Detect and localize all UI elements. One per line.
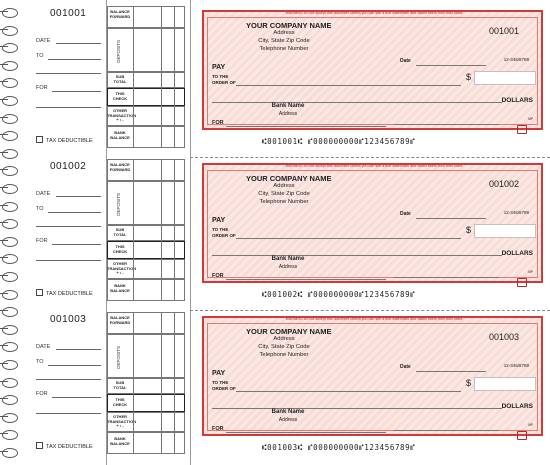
ledger-column-line: [161, 6, 162, 148]
routing-fraction: 12-345/6789: [503, 210, 529, 215]
check-face: [202, 163, 543, 283]
stub-for-line[interactable]: [52, 244, 101, 245]
perforation-line: [190, 310, 550, 311]
memo-line[interactable]: [226, 432, 386, 433]
spiral-ring: [0, 184, 18, 194]
stub-to-line[interactable]: [48, 365, 101, 366]
amount-box[interactable]: [474, 224, 536, 238]
routing-fraction: 12-345/6789: [503, 57, 529, 62]
payee-line[interactable]: [236, 238, 461, 239]
memo-line[interactable]: [226, 279, 386, 280]
spiral-ring: [0, 43, 18, 53]
spiral-ring: [0, 131, 18, 141]
stub-to-label: TO: [36, 53, 44, 59]
company-phone: Telephone Number: [259, 46, 309, 52]
stub-date-line[interactable]: [56, 349, 101, 350]
pay-label: PAY: [212, 217, 226, 224]
spiral-ring: [0, 114, 18, 124]
spiral-ring: [0, 61, 18, 71]
micr-line: ⑆001003⑆ ⑈000000000⑈123456789⑈: [262, 443, 416, 452]
stub-to-line[interactable]: [48, 212, 101, 213]
company-name: YOUR COMPANY NAME: [246, 21, 332, 30]
balance-forward-label: BALANCE FORWARD: [109, 162, 131, 172]
stub-check-number: 001001: [50, 8, 87, 19]
check-stub: [18, 0, 188, 150]
sub-total-label: SUB TOTAL: [113, 74, 127, 84]
mp-mark: MP: [528, 117, 533, 121]
date-line[interactable]: [416, 371, 486, 372]
sub-total-label: SUB TOTAL: [113, 227, 127, 237]
dollars-label: DOLLARS: [501, 97, 533, 104]
check-number: 001003: [488, 332, 519, 342]
stub-line[interactable]: [36, 226, 101, 227]
spiral-ring: [0, 219, 18, 229]
stub-date-label: DATE: [36, 38, 51, 44]
memo-for-label: FOR: [212, 120, 224, 126]
micr-line: ⑆001001⑆ ⑈000000000⑈123456789⑈: [262, 137, 416, 146]
memo-for-label: FOR: [212, 426, 224, 432]
ledger-column-line: [133, 312, 134, 454]
spiral-ring: [0, 395, 18, 405]
tax-deductible-checkbox[interactable]: [36, 136, 93, 144]
amount-box[interactable]: [474, 377, 536, 391]
stub-ledger: [107, 312, 185, 454]
date-line[interactable]: [416, 65, 486, 66]
stub-to-label: TO: [36, 206, 44, 212]
company-city: City, State Zip Code: [258, 38, 310, 44]
spiral-ring: [0, 307, 18, 317]
spiral-ring: [0, 272, 18, 282]
mp-mark: MP: [528, 423, 533, 427]
check-number: 001001: [488, 26, 519, 36]
tax-deductible-label: TAX DEDUCTIBLE: [46, 138, 93, 144]
bank-name: Bank Name: [271, 103, 305, 109]
stub-line[interactable]: [36, 73, 101, 74]
spiral-ring: [0, 149, 18, 159]
bank-balance-label: BANK BALANCE: [110, 283, 130, 293]
pay-label: PAY: [212, 64, 226, 71]
stub-line[interactable]: [36, 260, 101, 261]
spiral-ring: [0, 26, 18, 36]
checkbox-icon[interactable]: [36, 136, 43, 143]
company-phone: Telephone Number: [259, 352, 309, 358]
spiral-ring: [0, 378, 18, 388]
spiral-ring: [0, 448, 18, 458]
other-transaction-label: OTHER TRANSACTION + • -: [107, 414, 137, 428]
balance-forward-label: BALANCE FORWARD: [109, 315, 131, 325]
memo-for-label: FOR: [212, 273, 224, 279]
stub-date-label: DATE: [36, 191, 51, 197]
sub-total-label: SUB TOTAL: [113, 380, 127, 390]
spiral-ring: [0, 202, 18, 212]
date-line[interactable]: [416, 218, 486, 219]
check-face: [202, 10, 543, 130]
ledger-column-line: [133, 159, 134, 301]
tax-deductible-checkbox[interactable]: [36, 442, 93, 450]
check-face: [202, 316, 543, 436]
mp-mark: MP: [528, 270, 533, 274]
company-city: City, State Zip Code: [258, 344, 310, 350]
company-address: Address: [273, 183, 295, 189]
stub-check-number: 001002: [50, 161, 87, 172]
stub-line[interactable]: [36, 379, 101, 380]
date-label: Date: [400, 364, 411, 370]
dollar-sign: $: [466, 225, 472, 235]
spiral-ring: [0, 8, 18, 18]
ledger-column-line: [174, 312, 175, 454]
deposits-label: DEPOSITS: [116, 193, 121, 216]
order-of-label: TO THE ORDER OF: [212, 74, 236, 85]
stub-ledger: [107, 6, 185, 148]
spiral-ring: [0, 360, 18, 370]
stub-line[interactable]: [36, 107, 101, 108]
deposits-label: DEPOSITS: [116, 346, 121, 369]
bank-name: Bank Name: [271, 409, 305, 415]
bank-balance-label: BANK BALANCE: [110, 130, 130, 140]
ledger-column-line: [161, 312, 162, 454]
ledger-column-line: [174, 159, 175, 301]
check-number: 001002: [488, 179, 519, 189]
date-label: Date: [400, 211, 411, 217]
payee-line[interactable]: [236, 85, 461, 86]
spiral-ring: [0, 430, 18, 440]
spiral-ring: [0, 237, 18, 247]
ledger-column-line: [133, 6, 134, 148]
checkbox-icon[interactable]: [36, 289, 43, 296]
stub-date-line[interactable]: [56, 196, 101, 197]
stub-check-divider: [190, 0, 191, 465]
amount-box[interactable]: [474, 71, 536, 85]
routing-fraction: 12-345/6789: [503, 363, 529, 368]
memo-line[interactable]: [226, 126, 386, 127]
stub-date-label: DATE: [36, 344, 51, 350]
tax-deductible-checkbox[interactable]: [36, 289, 93, 297]
this-check-label: THIS CHECK: [112, 397, 128, 407]
security-warning: WARNING Do not accept this document unless you can see a true watermark and visible fibers from both sides: [285, 164, 463, 168]
stub-date-line[interactable]: [56, 43, 101, 44]
spiral-ring: [0, 413, 18, 423]
dollars-label: DOLLARS: [501, 250, 533, 257]
padlock-icon: [517, 431, 527, 440]
micr-line: ⑆001002⑆ ⑈000000000⑈123456789⑈: [262, 290, 416, 299]
company-phone: Telephone Number: [259, 199, 309, 205]
ledger-column-line: [174, 6, 175, 148]
spiral-ring: [0, 325, 18, 335]
bank-address: Address: [278, 417, 298, 423]
signature-line[interactable]: [394, 124, 499, 125]
stub-for-label: FOR: [36, 391, 48, 397]
stub-to-line[interactable]: [48, 59, 101, 60]
dollar-sign: $: [466, 378, 472, 388]
stub-for-line[interactable]: [52, 91, 101, 92]
stub-to-label: TO: [36, 359, 44, 365]
stub-ledger: [107, 159, 185, 301]
spiral-ring: [0, 342, 18, 352]
padlock-icon: [517, 278, 527, 287]
bank-address: Address: [278, 111, 298, 117]
company-name: YOUR COMPANY NAME: [246, 174, 332, 183]
other-transaction-label: OTHER TRANSACTION + • -: [107, 108, 137, 122]
other-transaction-label: OTHER TRANSACTION + • -: [107, 261, 137, 275]
bank-name: Bank Name: [271, 256, 305, 262]
stub-for-label: FOR: [36, 238, 48, 244]
padlock-icon: [517, 125, 527, 134]
order-of-label: TO THE ORDER OF: [212, 227, 236, 238]
stub-for-label: FOR: [36, 85, 48, 91]
company-name: YOUR COMPANY NAME: [246, 327, 332, 336]
date-label: Date: [400, 58, 411, 64]
spiral-ring: [0, 254, 18, 264]
stub-line[interactable]: [36, 413, 101, 414]
check-stub: [18, 153, 188, 303]
bank-address: Address: [278, 264, 298, 270]
deposits-label: DEPOSITS: [116, 40, 121, 63]
stub-check-number: 001003: [50, 314, 87, 325]
dollars-label: DOLLARS: [501, 403, 533, 410]
spiral-ring: [0, 290, 18, 300]
ledger-column-line: [161, 159, 162, 301]
signature-line[interactable]: [394, 430, 499, 431]
tax-deductible-label: TAX DEDUCTIBLE: [46, 291, 93, 297]
this-check-label: THIS CHECK: [112, 91, 128, 101]
spiral-ring: [0, 96, 18, 106]
security-warning: WARNING Do not accept this document unless you can see a true watermark and visible fibers from both sides: [285, 317, 463, 321]
perforation-line: [190, 157, 550, 158]
tax-deductible-label: TAX DEDUCTIBLE: [46, 444, 93, 450]
signature-line[interactable]: [394, 277, 499, 278]
security-warning: WARNING Do not accept this document unless you can see a true watermark and visible fibers from both sides: [285, 11, 463, 15]
payee-line[interactable]: [236, 391, 461, 392]
balance-forward-label: BALANCE FORWARD: [109, 9, 131, 19]
bank-balance-label: BANK BALANCE: [110, 436, 130, 446]
order-of-label: TO THE ORDER OF: [212, 380, 236, 391]
dollar-sign: $: [466, 72, 472, 82]
company-city: City, State Zip Code: [258, 191, 310, 197]
this-check-label: THIS CHECK: [112, 244, 128, 254]
spiral-ring: [0, 166, 18, 176]
company-address: Address: [273, 336, 295, 342]
spiral-ring: [0, 78, 18, 88]
stub-for-line[interactable]: [52, 397, 101, 398]
check-stub: [18, 306, 188, 456]
checkbox-icon[interactable]: [36, 442, 43, 449]
company-address: Address: [273, 30, 295, 36]
pay-label: PAY: [212, 370, 226, 377]
